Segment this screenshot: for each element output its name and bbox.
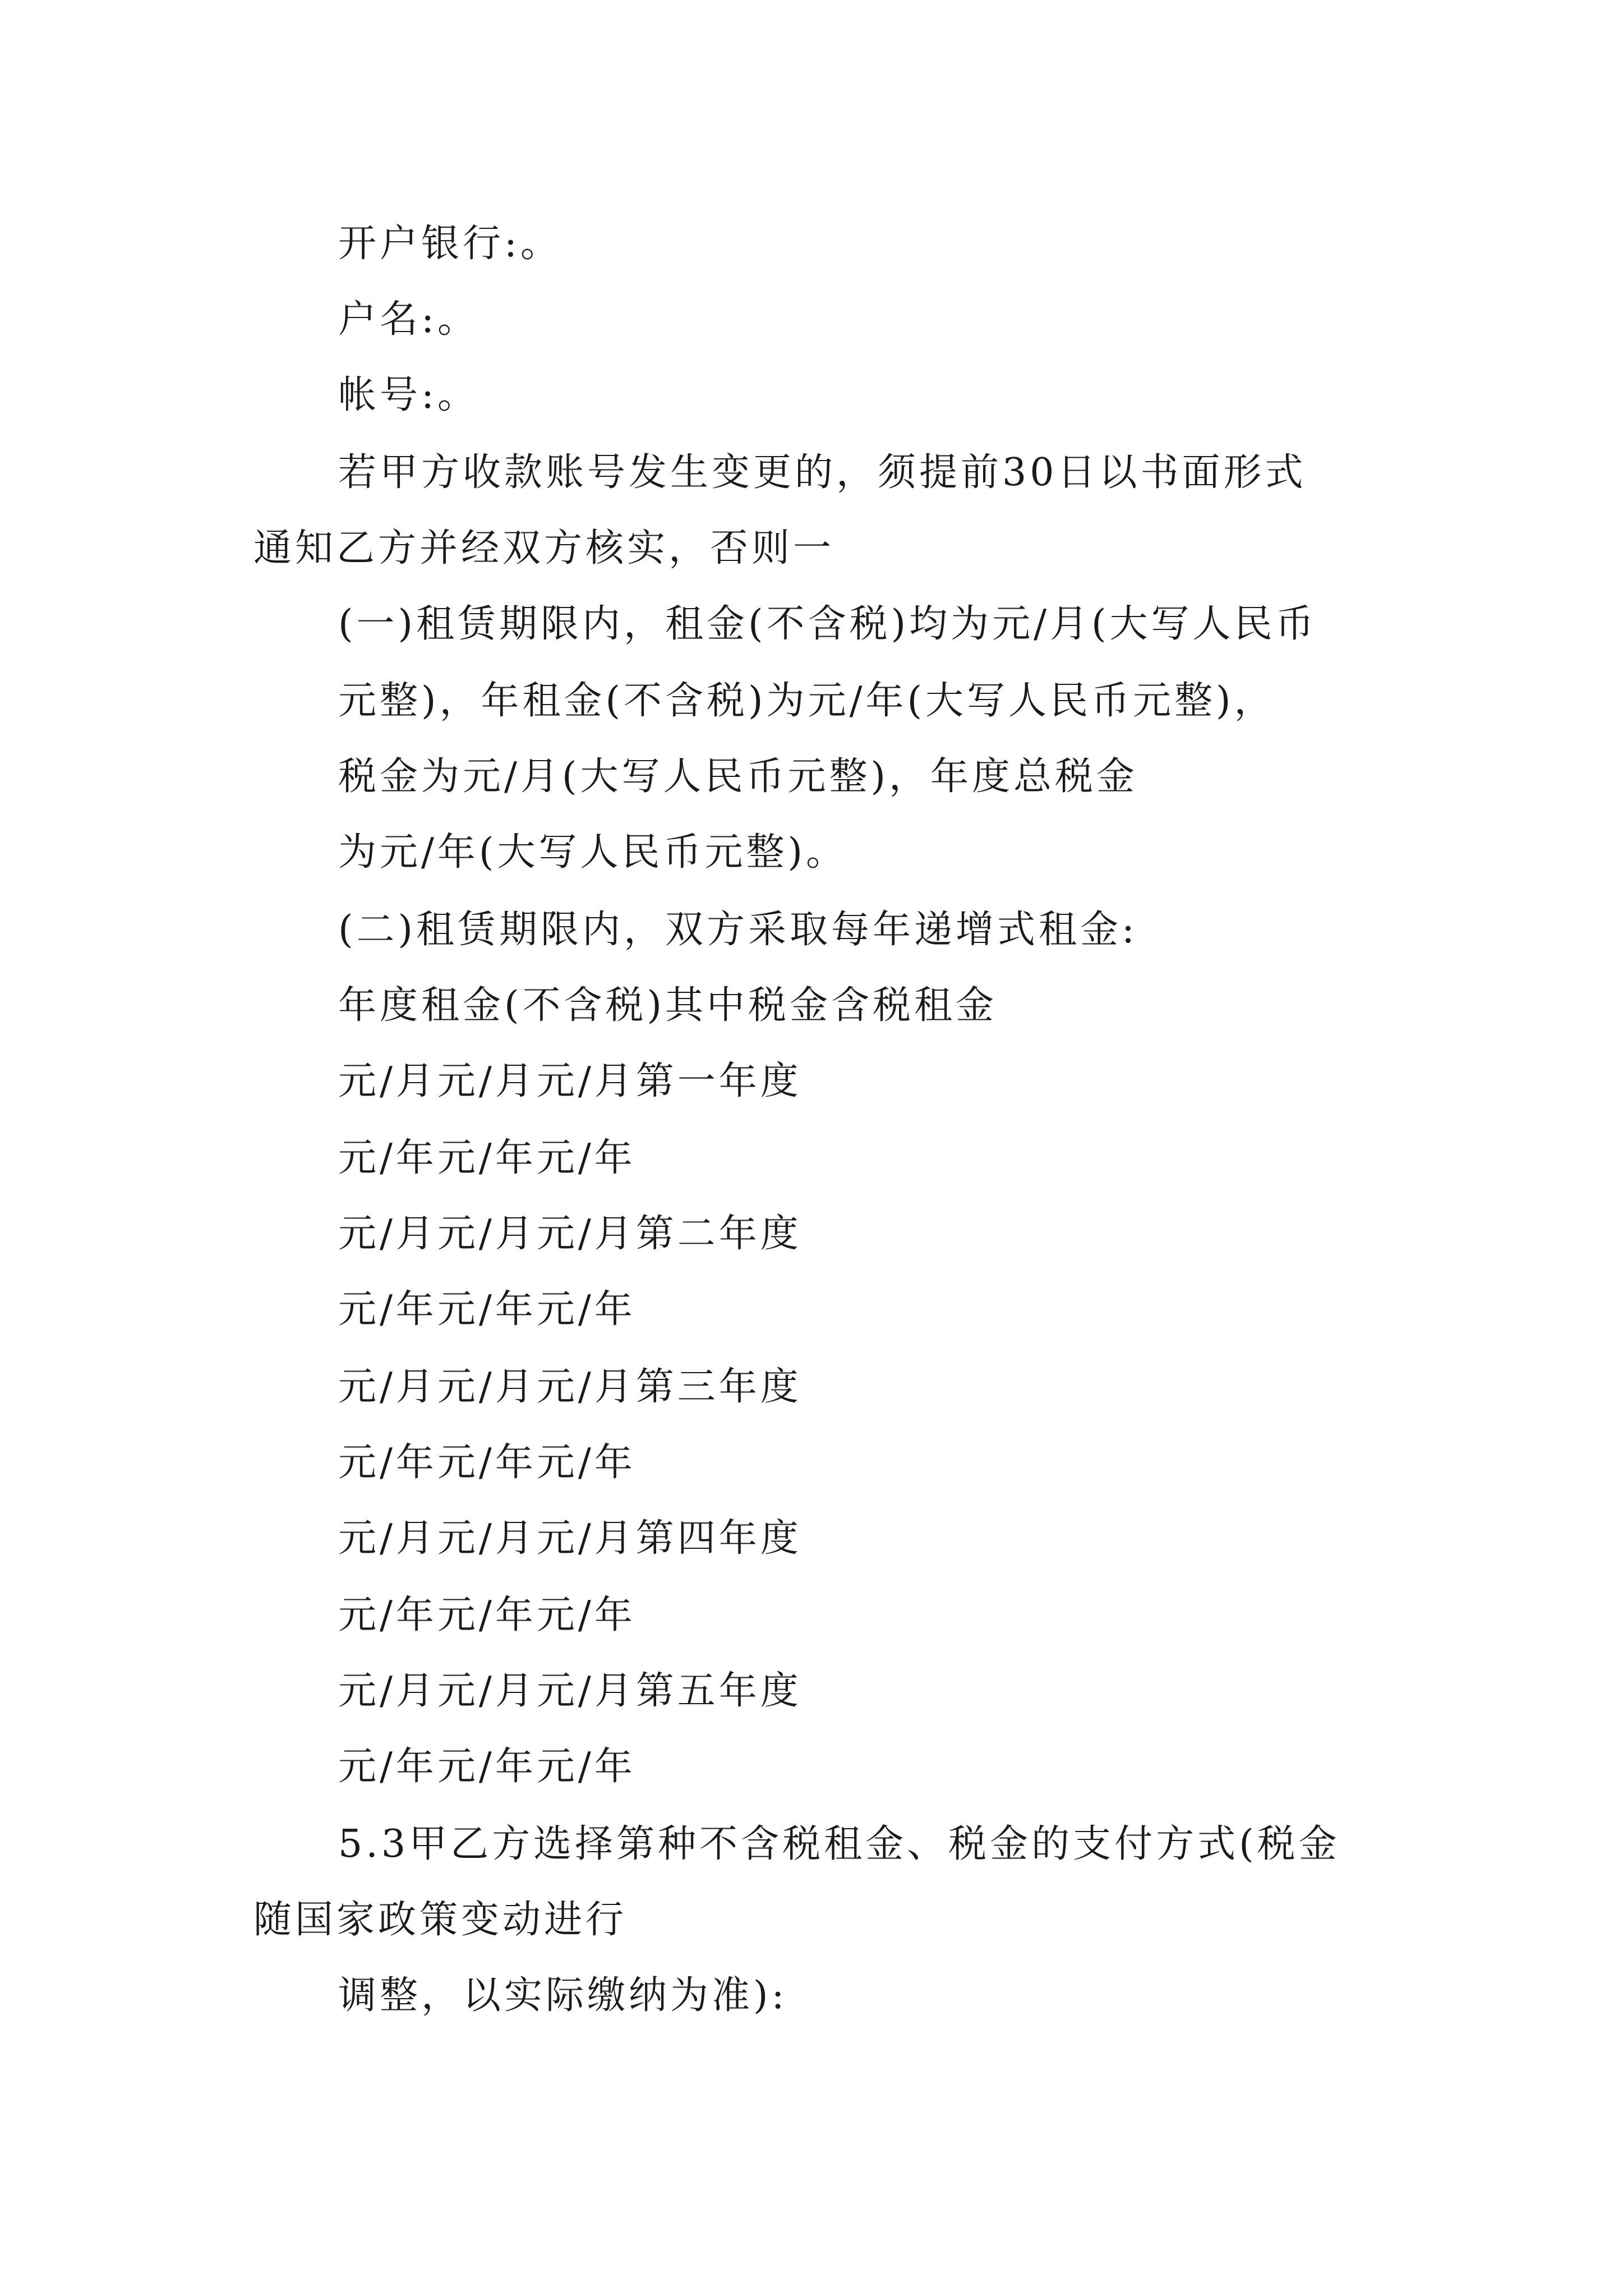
clause-one-line-2: 元整)，年租金(不含税)为元/年(大写人民币元整)，	[338, 679, 1276, 723]
paragraph-account-change: 若甲方收款账号发生变更的，须提前30日以书面形式	[338, 450, 1307, 495]
clause-one-line-4: 为元/年(大写人民币元整)。	[338, 830, 847, 875]
rent-row-year5-yearly: 元/年元/年元/年	[338, 1745, 636, 1789]
rent-row-year1-yearly: 元/年元/年元/年	[338, 1136, 636, 1180]
clause-two-line: (二)租赁期限内，双方采取每年递增式租金:	[338, 908, 1138, 952]
rent-row-year4-yearly: 元/年元/年元/年	[338, 1593, 636, 1637]
rent-row-year3-yearly: 元/年元/年元/年	[338, 1441, 636, 1485]
rent-row-year3-monthly: 元/月元/月元/月第三年度	[338, 1365, 802, 1409]
rent-row-year2-yearly: 元/年元/年元/年	[338, 1287, 636, 1332]
rent-row-year2-monthly: 元/月元/月元/月第二年度	[338, 1212, 802, 1256]
account-number-line: 帐号:。	[338, 373, 479, 417]
rent-table-header: 年度租金(不含税)其中税金含税租金	[338, 983, 998, 1028]
bank-name-line: 开户银行:。	[338, 222, 562, 266]
paragraph-account-change-cont: 通知乙方并经双方核实，否则一	[253, 526, 835, 570]
rent-row-year4-monthly: 元/月元/月元/月第四年度	[338, 1516, 802, 1561]
clause-5-3-line-2: 随国家政策变动进行	[253, 1898, 628, 1942]
rent-row-year1-monthly: 元/月元/月元/月第一年度	[338, 1059, 802, 1103]
rent-row-year5-monthly: 元/月元/月元/月第五年度	[338, 1669, 802, 1713]
clause-5-3-line-1: 5.3甲乙方选择第种不含税租金、税金的支付方式(税金	[338, 1822, 1340, 1866]
account-holder-line: 户名:。	[338, 297, 479, 342]
clause-one-line-3: 税金为元/月(大写人民币元整)，年度总税金	[338, 754, 1138, 799]
clause-one-line-1: (一)租赁期限内，租金(不含税)均为元/月(大写人民币	[338, 602, 1317, 646]
clause-5-3-line-3: 调整，以实际缴纳为准):	[338, 1973, 788, 2018]
